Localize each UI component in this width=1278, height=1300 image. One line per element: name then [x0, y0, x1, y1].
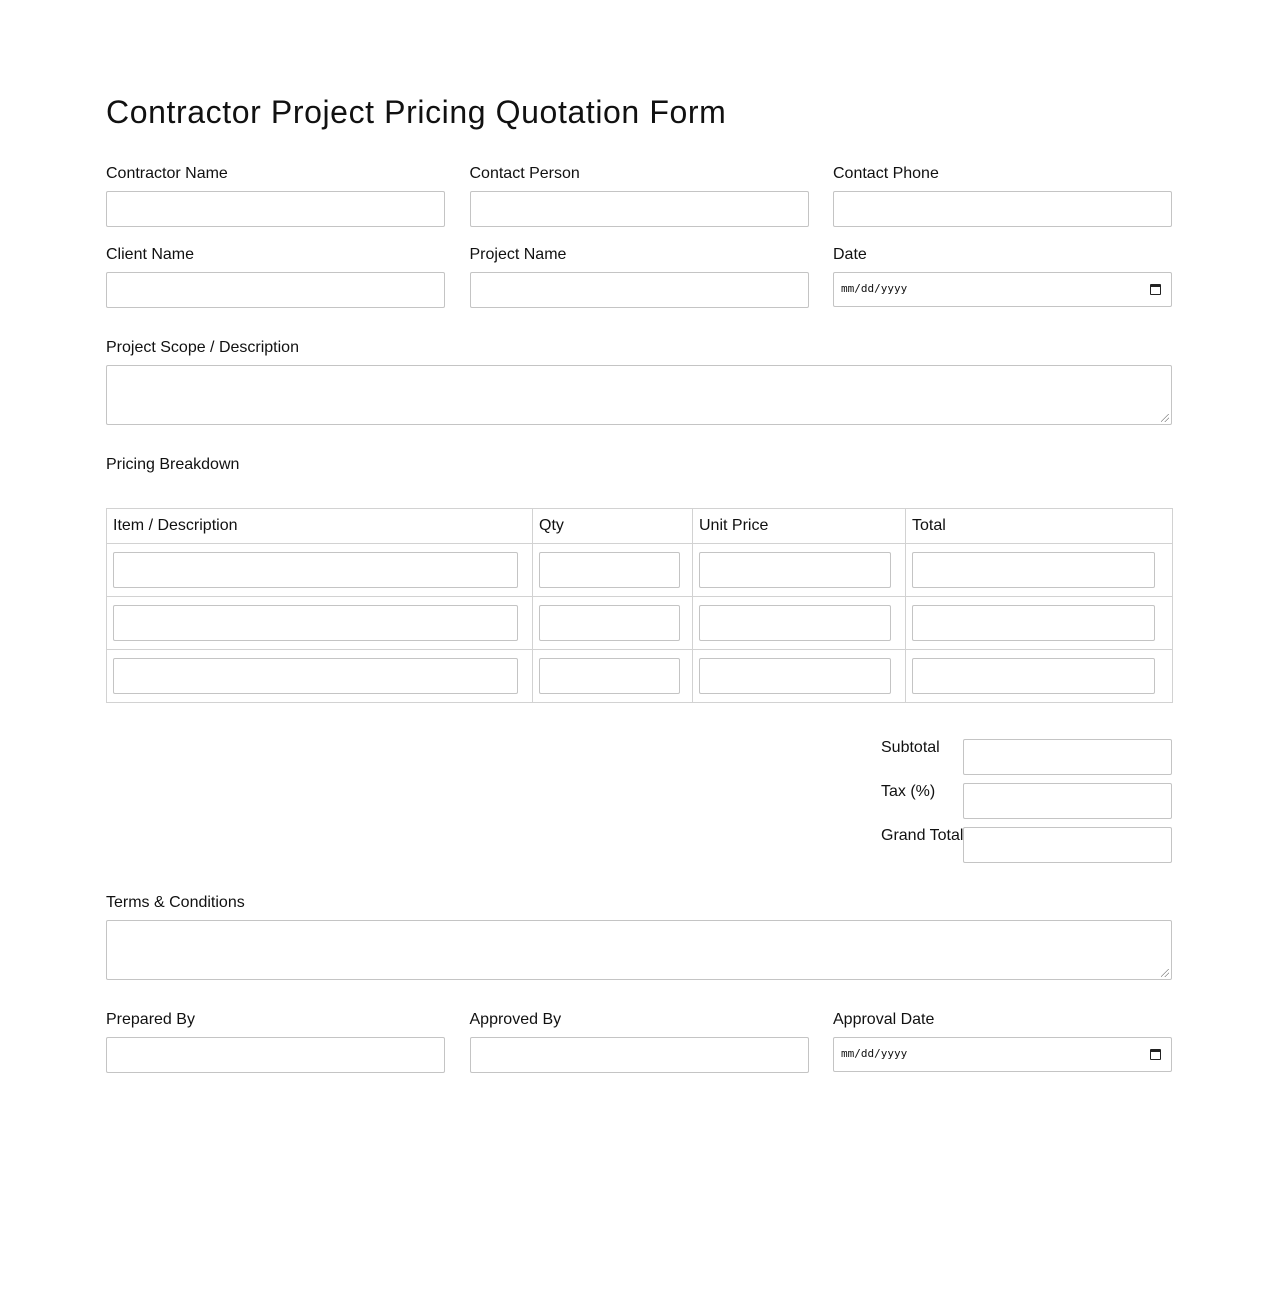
- pricing-breakdown-label: Pricing Breakdown: [106, 456, 240, 473]
- contact-phone-input[interactable]: [833, 191, 1172, 227]
- page-title: Contractor Project Pricing Quotation Form: [106, 94, 727, 130]
- grand-total-label: Grand Total: [881, 827, 964, 844]
- qty-cell: [533, 544, 693, 597]
- table-row: [107, 650, 1173, 703]
- unit-price-input[interactable]: [699, 552, 891, 588]
- approval-date-group: [833, 1011, 1172, 1073]
- item-description-input[interactable]: [113, 605, 518, 641]
- date-label: Date: [833, 246, 867, 263]
- unit-price-input[interactable]: [699, 605, 891, 641]
- terms-label: Terms & Conditions: [106, 894, 245, 911]
- unit-price-cell: [693, 650, 906, 703]
- project-name-label: Project Name: [469, 246, 567, 263]
- unit-price-cell: [693, 597, 906, 650]
- tax-label: Tax (%): [881, 783, 936, 800]
- resize-grip-icon[interactable]: [1161, 969, 1169, 977]
- contact-phone-label: Contact Phone: [833, 165, 939, 182]
- grand-total-input[interactable]: [963, 827, 1172, 863]
- unit-price-cell: [693, 544, 906, 597]
- column-header-unit-price: Unit Price: [693, 509, 906, 544]
- total-cell: [906, 650, 1173, 703]
- prepared-by-label: Prepared By: [106, 1011, 195, 1028]
- qty-cell: [533, 650, 693, 703]
- line-total-input[interactable]: [912, 552, 1155, 588]
- grand-total-row: [881, 827, 1172, 871]
- date-input[interactable]: [833, 272, 1172, 307]
- column-header-qty: Qty: [533, 509, 693, 544]
- unit-price-input[interactable]: [699, 658, 891, 694]
- item-description-input[interactable]: [113, 552, 518, 588]
- resize-grip-icon[interactable]: [1161, 414, 1169, 422]
- column-header-total: Total: [906, 509, 1173, 544]
- tax-row: [881, 783, 1172, 827]
- client-info-row: [106, 246, 1172, 308]
- project-scope-group: [106, 339, 1172, 425]
- approval-date-input[interactable]: [833, 1037, 1172, 1072]
- item-cell: [107, 650, 533, 703]
- approved-by-label: Approved By: [469, 1011, 562, 1028]
- contractor-name-label: Contractor Name: [106, 165, 228, 182]
- approved-by-input[interactable]: [470, 1037, 809, 1073]
- qty-cell: [533, 597, 693, 650]
- approved-by-group: [470, 1011, 809, 1073]
- client-name-group: [106, 246, 445, 308]
- contact-person-group: [470, 165, 809, 227]
- project-name-group: [470, 246, 809, 308]
- contractor-name-group: [106, 165, 445, 227]
- client-name-input[interactable]: [106, 272, 445, 308]
- subtotal-label: Subtotal: [881, 739, 940, 756]
- contact-person-input[interactable]: [470, 191, 809, 227]
- contractor-name-input[interactable]: [106, 191, 445, 227]
- project-name-input[interactable]: [470, 272, 809, 308]
- total-cell: [906, 544, 1173, 597]
- approval-date-label: Approval Date: [833, 1011, 935, 1028]
- date-placeholder: mm/dd/yyyy: [841, 282, 908, 295]
- approval-row: [106, 1011, 1172, 1073]
- prepared-by-input[interactable]: [106, 1037, 445, 1073]
- terms-group: [106, 894, 1172, 980]
- table-row: [107, 597, 1173, 650]
- total-cell: [906, 597, 1173, 650]
- qty-input[interactable]: [539, 658, 680, 694]
- table-header-row: [107, 509, 1173, 544]
- item-cell: [107, 544, 533, 597]
- approval-date-placeholder: mm/dd/yyyy: [841, 1047, 908, 1060]
- pricing-breakdown-section: [106, 456, 1172, 482]
- item-cell: [107, 597, 533, 650]
- table-row: [107, 544, 1173, 597]
- subtotal-row: [881, 739, 1172, 783]
- tax-input[interactable]: [963, 783, 1172, 819]
- project-scope-label: Project Scope / Description: [106, 339, 299, 356]
- line-total-input[interactable]: [912, 658, 1155, 694]
- terms-textarea[interactable]: [106, 920, 1172, 980]
- totals-section: [881, 739, 1172, 871]
- project-scope-textarea[interactable]: [106, 365, 1172, 425]
- contact-person-label: Contact Person: [469, 165, 580, 182]
- pricing-table: [106, 508, 1173, 703]
- client-name-label: Client Name: [106, 246, 195, 263]
- calendar-icon[interactable]: [1150, 284, 1161, 295]
- prepared-by-group: [106, 1011, 445, 1073]
- qty-input[interactable]: [539, 605, 680, 641]
- qty-input[interactable]: [539, 552, 680, 588]
- subtotal-input[interactable]: [963, 739, 1172, 775]
- contractor-info-row: [106, 165, 1172, 227]
- line-total-input[interactable]: [912, 605, 1155, 641]
- contact-phone-group: [833, 165, 1172, 227]
- column-header-item: Item / Description: [107, 509, 533, 544]
- item-description-input[interactable]: [113, 658, 518, 694]
- calendar-icon[interactable]: [1150, 1049, 1161, 1060]
- date-group: [833, 246, 1172, 308]
